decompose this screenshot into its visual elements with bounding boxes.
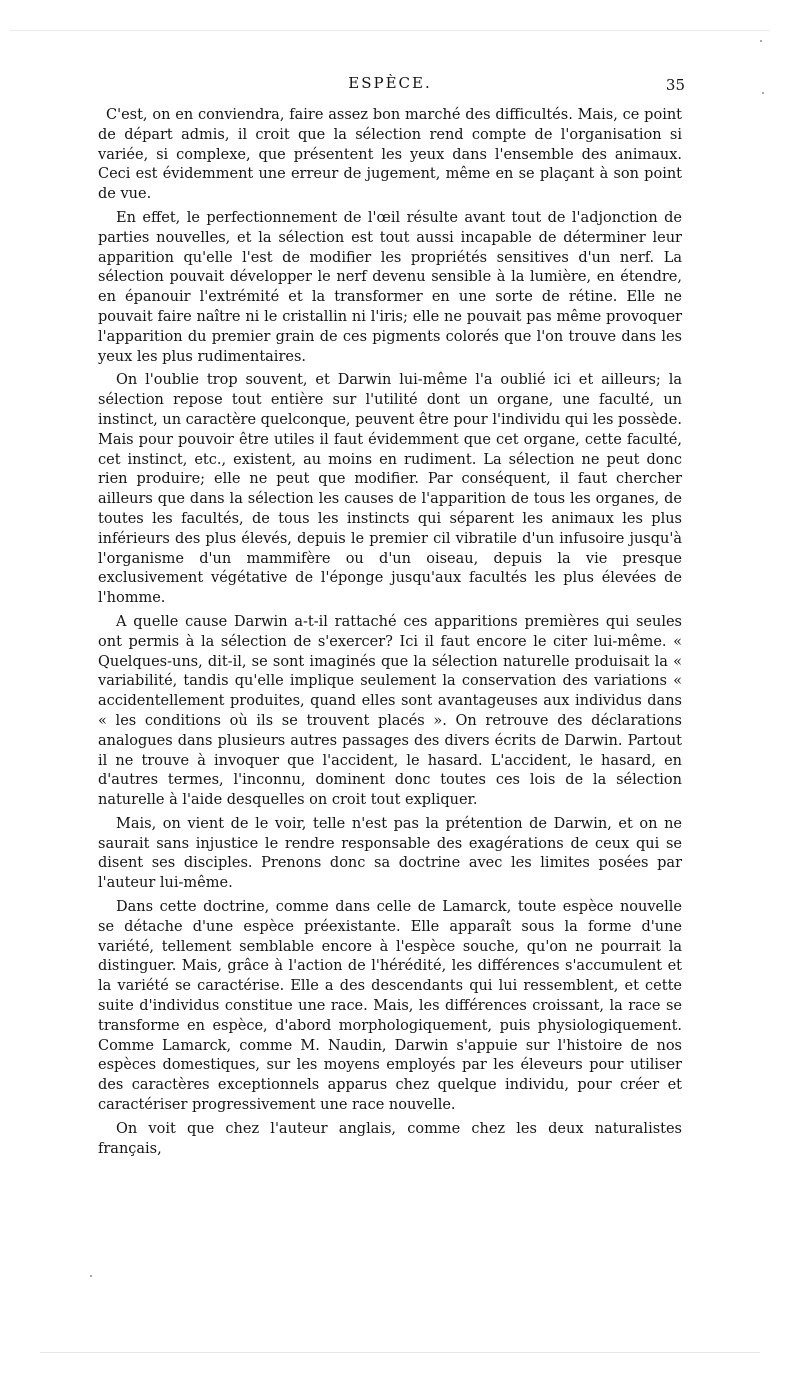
scan-dot — [760, 40, 762, 42]
paragraph: A quelle cause Darwin a-t-il rattaché ces apparitions premières qui seules ont permis à la sélection de s'exercer? Ici il faut encore le citer lui-même. « Quelques-uns, dit-il, se sont imaginés que la sélection naturelle produisait la « variabilité, tandis qu'elle implique seulement la conservation des variations « accidentellement produites, quand elles sont avantageuses aux individus dans « les conditions où ils se trouvent placés ». On retrouve des déclarations analogues dans plusieurs autres passages des divers écrits de Darwin. Partout il ne trouve à invoquer que l'accident, le hasard. L'accident, le hasard, en d'autres termes, l'inconnu, dominent donc toutes ces lois de la sélection naturelle à l'aide desquelles on croit tout expliquer. — [98, 613, 682, 809]
scan-noise-bottom — [40, 1352, 760, 1353]
paragraph: On l'oublie trop souvent, et Darwin lui-même l'a oublié ici et ailleurs; la sélection repose tout entière sur l'utilité dont un organe, une faculté, un instinct, un caractère quelconque, peuvent être pour l'individu qui les possède. Mais pour pouvoir être utiles il faut évidemment que cet organe, cette faculté, cet instinct, etc., existent, au moins en rudiment. La sélection ne peut donc rien produire; elle ne peut que modifier. Par conséquent, il faut chercher ailleurs que dans la sélection les causes de l'apparition de tous les organes, de toutes les facultés, de tous les instincts qui séparent les animaux les plus inférieurs des plus élevés, depuis le premier cil vibratile d'un infusoire jusqu'à l'organisme d'un mammifère ou d'un oiseau, depuis la vie presque exclusivement végétative de l'éponge jusqu'aux facultés les plus élevées de l'homme. — [98, 372, 682, 607]
paragraph: Mais, on vient de le voir, telle n'est pas la prétention de Darwin, et on ne saurait sans injustice le rendre responsable des exagérations de ceux qui se disent ses disciples. Prenons donc sa doctrine avec les limites posées par l'auteur lui-même. — [98, 815, 682, 892]
paragraph: Dans cette doctrine, comme dans celle de Lamarck, toute espèce nouvelle se détache d'une espèce préexistante. Elle apparaît sous la forme d'une variété, tellement semblable encore à l'espèce souche, qu'on ne pourrait la distinguer. Mais, grâce à l'action de l'hérédité, les différences s'accumulent et la variété se caractérise. Elle a des descendants qui lui ressemblent, et cette suite d'individus constitue une race. Mais, les différences croissant, la race se transforme en espèce, d'abord morphologiquement, puis physiologiquement. Comme Lamarck, comme M. Naudin, Darwin s'appuie sur l'histoire de nos espèces domestiques, sur les moyens employés par les éleveurs pour utiliser des caractères exceptionnels apparus chez quelque individu, pour créer et caractériser progressivement une race nouvelle. — [98, 899, 682, 1114]
body-text — [98, 106, 682, 1163]
paragraph: C'est, on en conviendra, faire assez bon marché des difficultés. Mais, ce point de départ admis, il croit que la sélection rend compte de l'organisation si variée, si complexe, que présentent les yeux dans l'ensemble des animaux. Ceci est évidemment une erreur de jugement, même en se plaçant à son point de vue. — [98, 107, 682, 203]
scan-dot — [762, 92, 764, 94]
page-number: 35 — [665, 76, 685, 94]
scan-dot — [90, 1275, 92, 1277]
running-title: ESPÈCE. — [348, 74, 432, 92]
paragraph: On voit que chez l'auteur anglais, comme chez les deux naturalistes français, — [98, 1120, 682, 1157]
scan-noise-top — [10, 30, 770, 31]
paragraph: En effet, le perfectionnement de l'œil résulte avant tout de l'adjonction de parties nouvelles, et la sélection est tout aussi incapable de déterminer leur apparition qu'elle l'est de modifier les propriétés sensitives d'un nerf. La sélection pouvait développer le nerf devenu sensible à la lumière, en étendre, en épanouir l'extrémité et la transformer en une sorte de rétine. Elle ne pouvait faire naître ni le cristallin ni l'iris; elle ne pouvait pas même provoquer l'apparition du premier grain de ces pigments colorés que l'on trouve dans les yeux les plus rudimentaires. — [98, 209, 682, 365]
running-header — [95, 74, 685, 100]
